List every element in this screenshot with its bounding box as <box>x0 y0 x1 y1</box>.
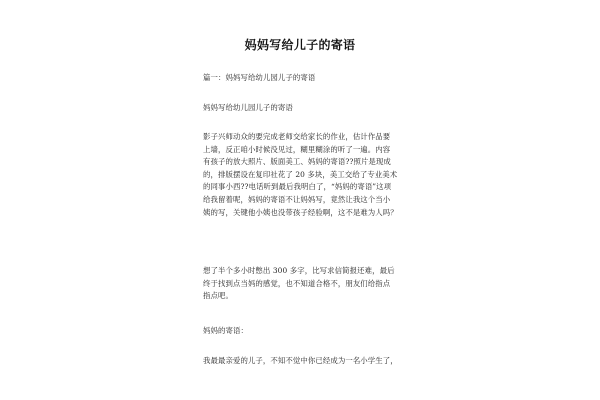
paragraph-2-line: 指点吧。 <box>203 291 233 301</box>
paragraph-1-line: 上墙，反正咱小时候没见过，糊里糊涂的听了一遍。内容 <box>203 144 391 154</box>
section-heading: 篇一：妈妈写给幼儿园儿子的寄语 <box>203 73 316 82</box>
paragraph-3-line: 我最最亲爱的儿子，不知不觉中你已经成为一名小学生了， <box>203 356 398 365</box>
paragraph-2-line: 终于找到点当妈的感觉，也不知道合格不，朋友们给指点 <box>203 278 391 288</box>
mother-message-heading: 妈妈的寄语： <box>203 326 248 335</box>
paragraph-3 <box>203 355 408 368</box>
paragraph-2 <box>203 265 408 303</box>
paragraph-1 <box>203 131 408 219</box>
paragraph-1-line: 影子兴师动众的要完成老师交给家长的作业，估计作品要 <box>203 132 391 141</box>
paragraph-1-line: 有孩子的放大照片、版面美工、妈妈的寄语??照片是现成 <box>203 157 391 167</box>
paragraph-2-line: 想了半个多小时憋出 300 多字，比写求信简报还难，最后 <box>203 266 395 275</box>
paragraph-1-line: 的同事小西??电话听到最后我明白了，“妈妈的寄语”这项 <box>203 182 392 192</box>
subheading: 妈妈写给幼儿园儿子的寄语 <box>203 103 293 112</box>
paragraph-1-line: 给我留着呢，妈妈的寄语不让妈妈写，竟然让我这个当小 <box>203 194 391 204</box>
document-title: 妈妈写给儿子的寄语 <box>244 38 356 52</box>
paragraph-1-line: 姨的写，关键他小姨也没带孩子经验啊，这不是难为人吗？ <box>203 207 398 217</box>
paragraph-1-line: 的，排版摆设在复印社花了 20 多块，美工交给了专业美术 <box>203 169 398 179</box>
